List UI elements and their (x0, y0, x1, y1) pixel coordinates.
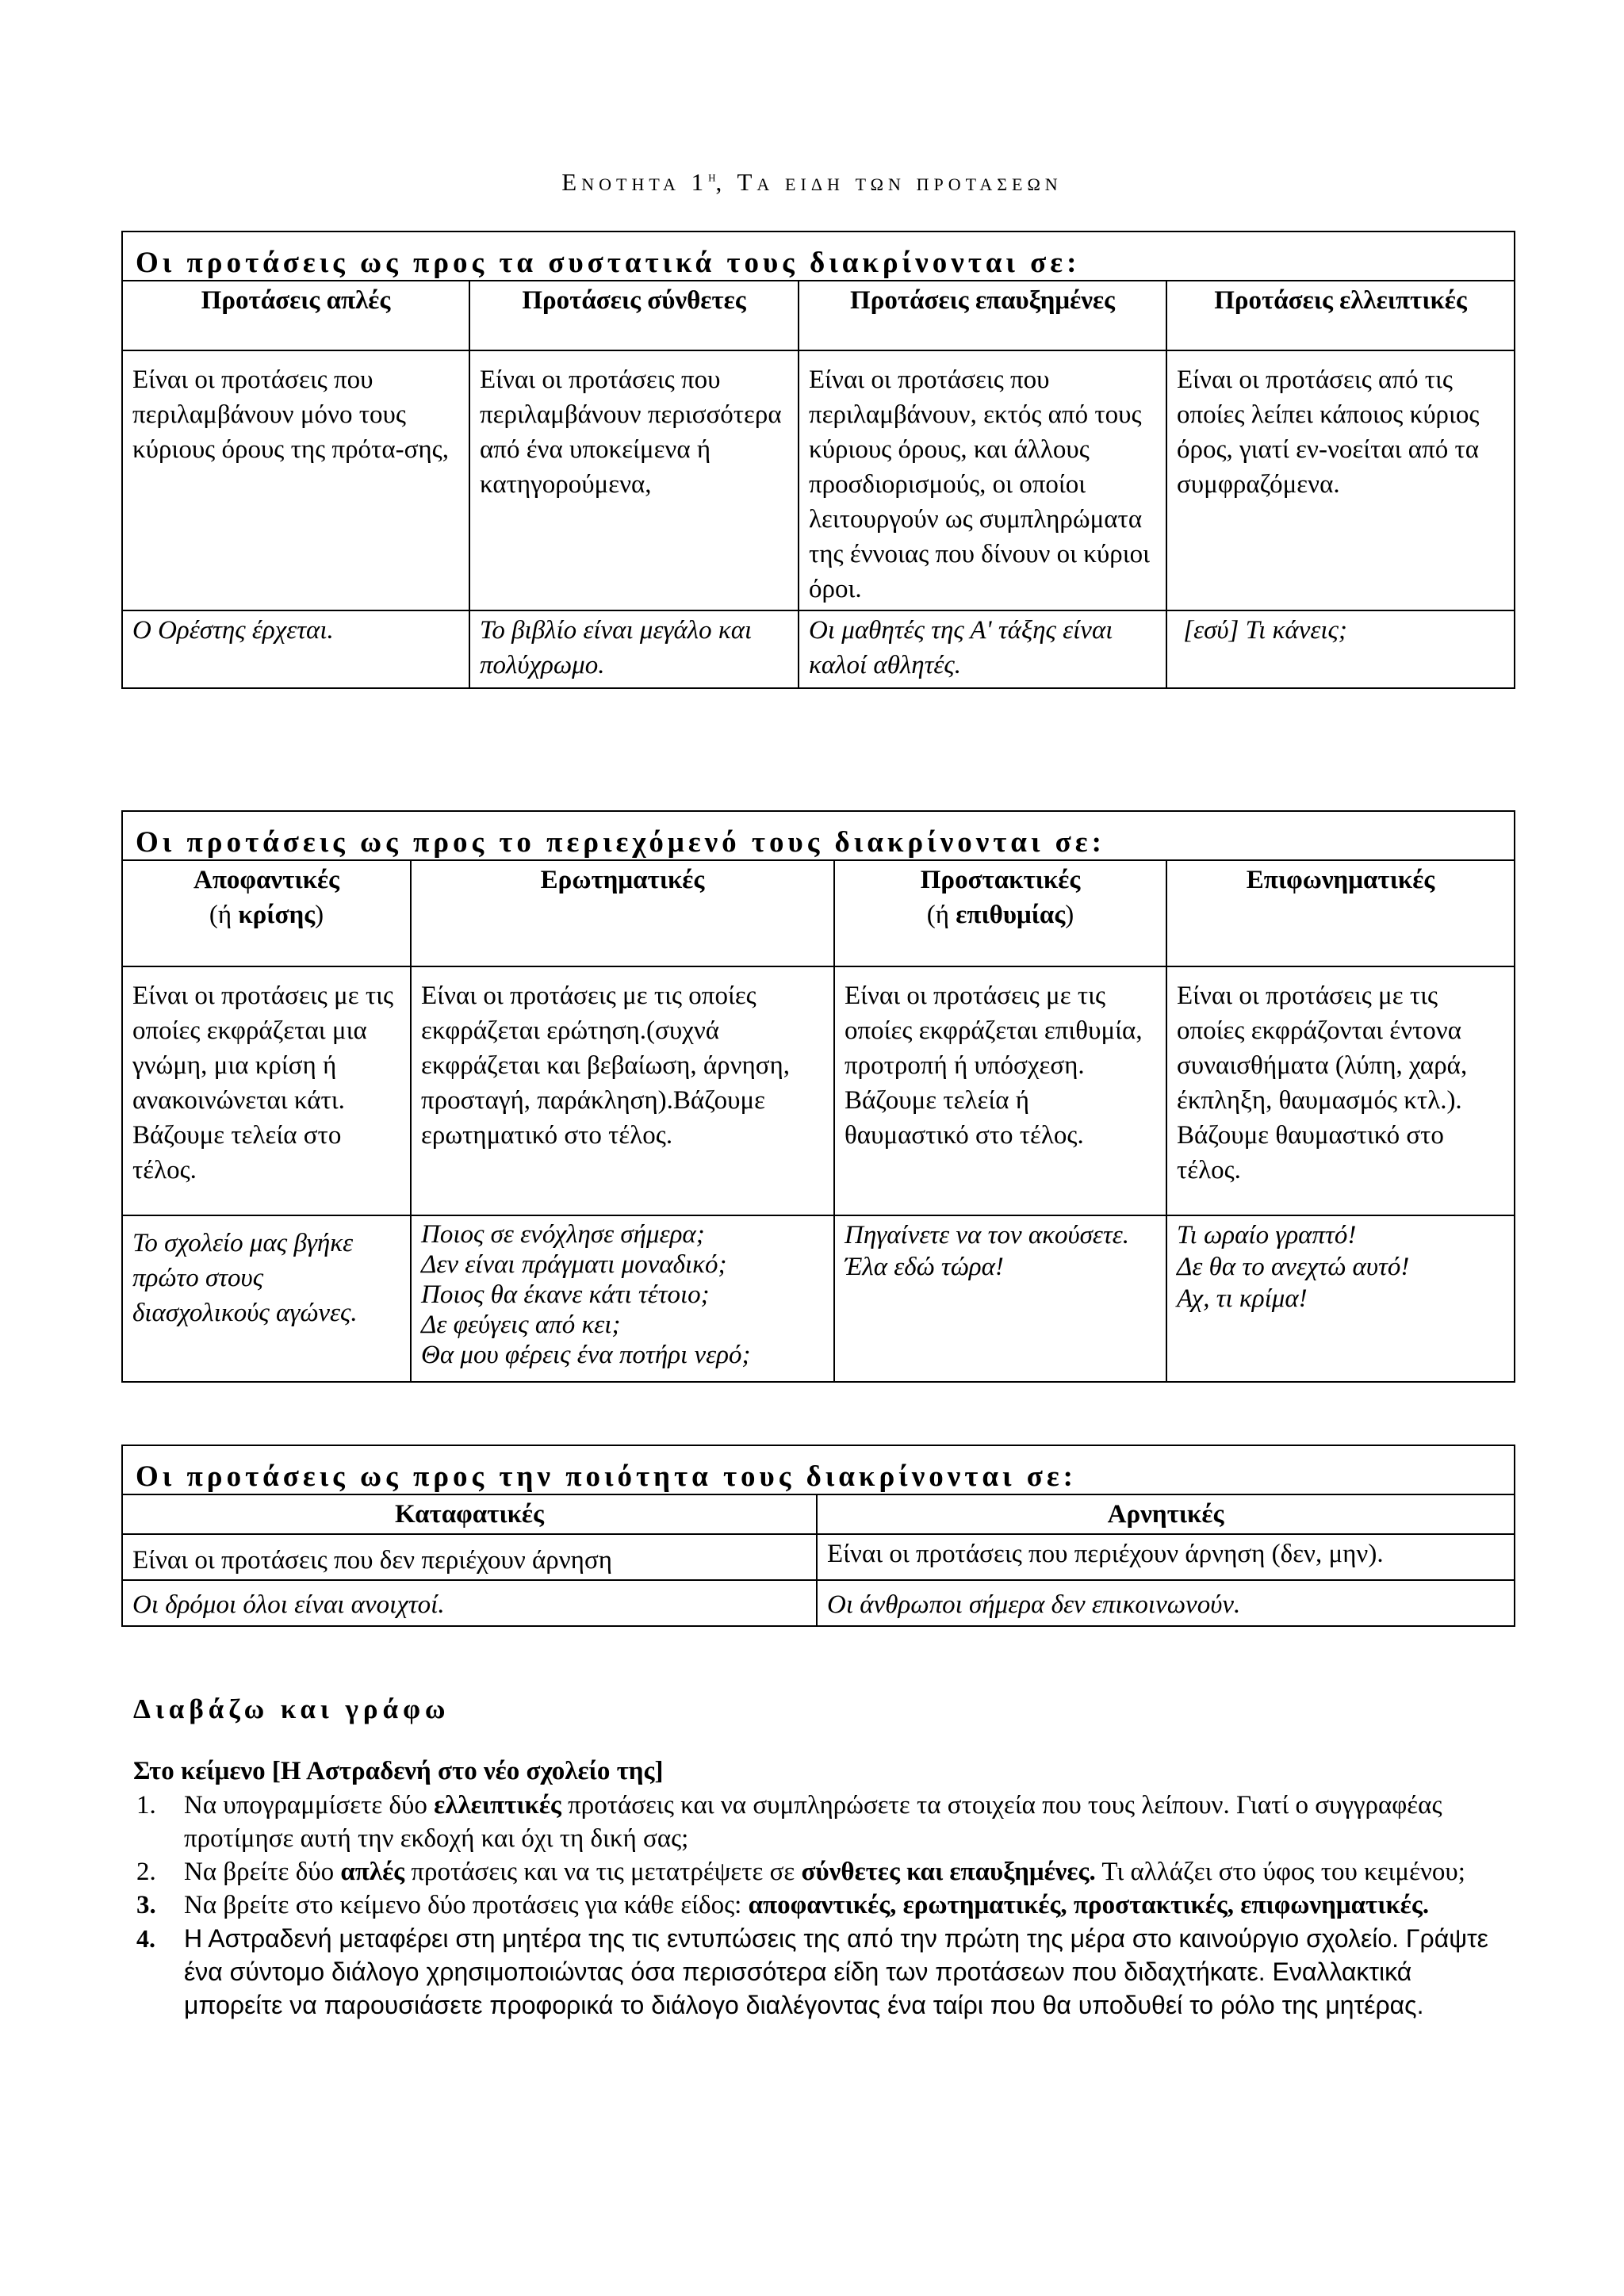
example-cell: Οι δρόμοι όλοι είναι ανοιχτοί. (122, 1580, 817, 1626)
task-list (133, 1789, 1513, 2022)
column-header: Προτάσεις ελλειπτικές (1166, 281, 1515, 350)
table-header: Οι προτάσεις ως προς το περιεχόμενό τους διακρίνονται σε: (122, 811, 1515, 860)
column-header: Προτάσεις επαυξημένες (799, 281, 1166, 350)
column-header: Αρνητικές (817, 1494, 1515, 1534)
column-header: Προτάσεις σύνθετες (469, 281, 799, 350)
definition-cell: Είναι οι προτάσεις που περιέχουν άρνηση (δεν, μην). (817, 1534, 1515, 1580)
example-cell: Πηγαίνετε να τον ακούσετε. Έλα εδώ τώρα! (834, 1215, 1166, 1382)
example-cell: Το βιβλίο είναι μεγάλο και πολύχρωμο. (469, 610, 799, 688)
content-table (121, 810, 1515, 1383)
example-cell: Ποιος σε ενόχλησε σήμερα; Δεν είναι πράγματι μοναδικό; Ποιος θα έκανε κάτι τέτοιο; Δε φεύγεις από κει; Θα μου φέρεις ένα ποτήρι νερό; (411, 1215, 834, 1382)
example-cell: Τι ωραίο γραπτό! Δε θα το ανεχτώ αυτό! Αχ, τι κρίμα! (1166, 1215, 1515, 1382)
quality-table (121, 1445, 1515, 1627)
table-header: Οι προτάσεις ως προς τα συστατικά τους διακρίνονται σε: (122, 232, 1515, 281)
list-item: 4. Η Αστραδενή μεταφέρει στη μητέρα της τις εντυπώσεις της από την πρώτη της μέρα στο καινούργιο σχολείο. Γράψτε ένα σύντομο διάλογο χρησιμοποιώντας όσα περισσότερα είδη των προτάσεων που διδαχτήκατε. Εναλλακτικά μπορείτε να παρουσιάσετε προφορικά το διάλογο διαλέγοντας ένα ταίρι που θα υποδυθεί το ρόλο της μητέρας. (136, 1924, 1488, 2019)
definition-cell: Είναι οι προτάσεις που περιλαμβάνουν περισσότερα από ένα υποκείμενα ή κατηγορούμενα, (469, 350, 799, 610)
column-header: Ερωτηματικές (411, 860, 834, 966)
column-header: Προτάσεις απλές (122, 281, 469, 350)
example-cell: Ο Ορέστης έρχεται. (122, 610, 469, 688)
example-cell: [εσύ] Τι κάνεις; (1166, 610, 1515, 688)
list-item: 2. Να βρείτε δύο απλές προτάσεις και να τις μετατρέψετε σε σύνθετες και επαυξημένες. Τι αλλάζει στο ύφος του κειμένου; (136, 1858, 1465, 1886)
definition-cell: Είναι οι προτάσεις που περιλαμβάνουν, εκτός από τους κύριους όρους, και άλλους προσδιορισμούς, οι οποίοι λειτουργούν ως συμπληρώματα της έννοιας που δίνουν οι κύριοι όροι. (799, 350, 1166, 610)
column-header: Αποφαντικές (ή κρίσης) (122, 860, 411, 966)
table-header: Οι προτάσεις ως προς την ποιότητα τους διακρίνονται σε: (122, 1445, 1515, 1494)
definition-cell: Είναι οι προτάσεις από τις οποίες λείπει κάποιος κύριος όρος, γιατί εν-νοείται από τα συμφραζόμενα. (1166, 350, 1515, 610)
definition-cell: Είναι οι προτάσεις με τις οποίες εκφράζεται ερώτηση.(συχνά εκφράζεται και βεβαίωση, άρνηση, προσταγή, παράκληση).Βάζουμε ερωτηματικό στο τέλος. (411, 966, 834, 1215)
example-cell: Το σχολείο μας βγήκε πρώτο στους διασχολικούς αγώνες. (122, 1215, 411, 1382)
definition-cell: Είναι οι προτάσεις που περιλαμβάνουν μόνο τους κύριους όρους της πρότα-σης, (122, 350, 469, 610)
list-item: 1. Να υπογραμμίσετε δύο ελλειπτικές προτάσεις και να συμπληρώσετε τα στοιχεία που τους λείπουν. Γιατί ο συγγραφέας προτίμησε αυτή την εκδοχή και όχι τη δική σας; (136, 1791, 1442, 1853)
column-header: Προστακτικές (ή επιθυμίας) (834, 860, 1166, 966)
example-cell: Οι μαθητές της Α' τάξης είναι καλοί αθλητές. (799, 610, 1166, 688)
column-header: Καταφατικές (122, 1494, 817, 1534)
definition-cell: Είναι οι προτάσεις με τις οποίες εκφράζεται μια γνώμη, μια κρίση ή ανακοινώνεται κάτι. Βάζουμε τελεία στο τέλος. (122, 966, 411, 1215)
constituents-table (121, 231, 1515, 689)
list-item: 3. Να βρείτε στο κείμενο δύο προτάσεις για κάθε είδος: αποφαντικές, ερωτηματικές, προστακτικές, επιφωνηματικές. (136, 1891, 1430, 1919)
column-header: Επιφωνηματικές (1166, 860, 1515, 966)
definition-cell: Είναι οι προτάσεις που δεν περιέχουν άρνηση (122, 1534, 817, 1580)
definition-cell: Είναι οι προτάσεις με τις οποίες εκφράζεται επιθυμία, προτροπή ή υπόσχεση. Βάζουμε τελεία ή θαυμαστικό στο τέλος. (834, 966, 1166, 1215)
page-title: Ενοτητα $1^\eta$, Τα ειδη των προτασεων (561, 168, 1063, 196)
section-title: Διαβάζω και γράφω (133, 1693, 450, 1724)
definition-cell: Είναι οι προτάσεις με τις οποίες εκφράζονται έντονα συναισθήματα (λύπη, χαρά, έκπληξη, θαυμασμός κτλ.). Βάζουμε θαυμαστικό στο τέλος. (1166, 966, 1515, 1215)
section-subtitle: Στο κείμενο [Η Αστραδενή στο νέο σχολείο της] (133, 1757, 664, 1785)
example-cell: Οι άνθρωποι σήμερα δεν επικοινωνούν. (817, 1580, 1515, 1626)
